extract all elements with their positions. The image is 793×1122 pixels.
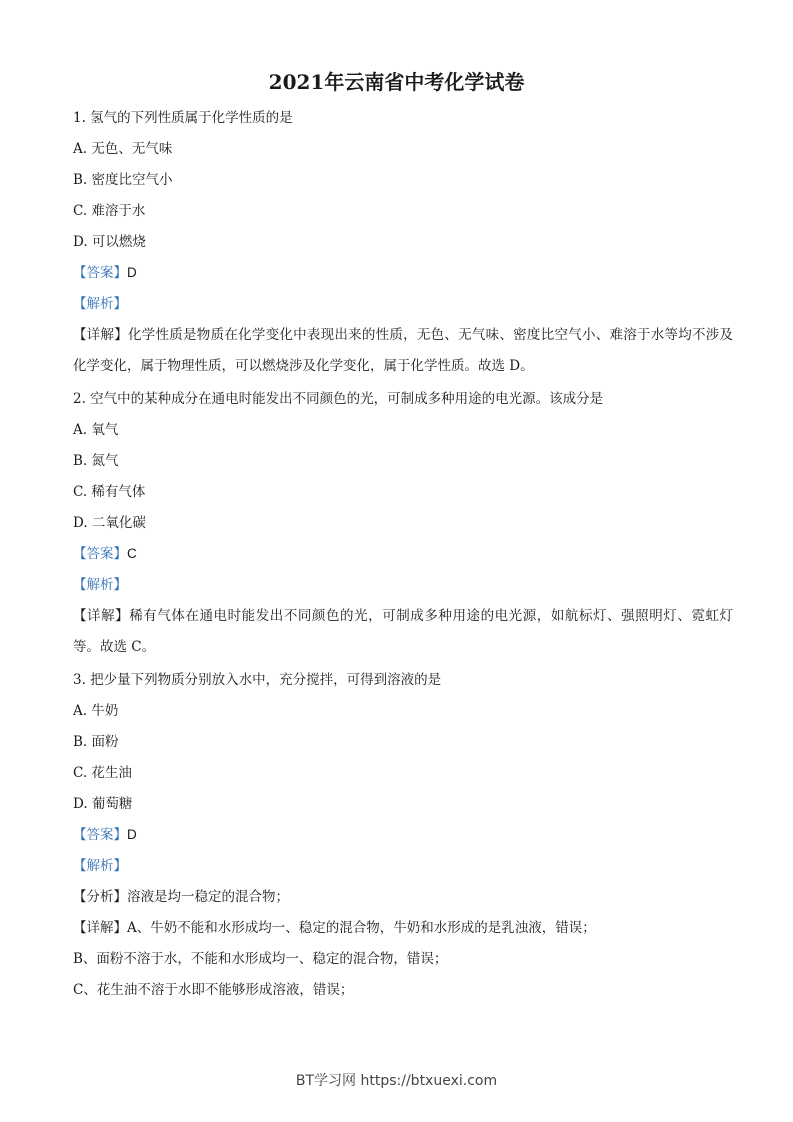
- question-1-option-c: C. 难溶于水: [73, 203, 146, 219]
- question-2-stem: 2. 空气中的某种成分在通电时能发出不同颜色的光，可制成多种用途的电光源。该成分是: [73, 391, 604, 407]
- question-1-analysis-tag: 【解析】: [73, 296, 127, 312]
- question-2-option-a: A. 氧气: [73, 422, 119, 438]
- fenxi-text: 溶液是均一稳定的混合物；: [127, 889, 289, 905]
- page-footer-watermark: BT学习网 https://btxuexi.com: [295, 1073, 498, 1089]
- answer-value: D: [127, 265, 137, 280]
- question-2-option-c: C. 稀有气体: [73, 484, 146, 500]
- question-2-answer: [73, 544, 733, 564]
- answer-value: C: [127, 546, 137, 561]
- detail-tag: 【详解】: [73, 920, 127, 936]
- detail-text: 化学性质是物质在化学变化中表现出来的性质，无色、无气味、密度比空气小、难溶于水等均不涉及化学变化，属于物理性质，可以燃烧涉及化学变化，属于化学性质。故选 D。: [73, 327, 734, 374]
- question-3-analysis-tag: 【解析】: [73, 858, 127, 874]
- question-3-stem: 3. 把少量下列物质分别放入水中，充分搅拌，可得到溶液的是: [73, 672, 442, 688]
- question-3-option-d: D. 葡萄糖: [73, 796, 133, 812]
- question-3-option-a: A. 牛奶: [73, 703, 119, 719]
- question-2-detail: [73, 601, 733, 663]
- question-2-option-b: B. 氮气: [73, 453, 119, 469]
- answer-tag: 【答案】: [73, 827, 127, 843]
- question-1-detail: [73, 320, 733, 382]
- question-3-detail-a: [73, 918, 733, 938]
- question-1-option-d: D. 可以燃烧: [73, 234, 146, 250]
- answer-tag: 【答案】: [73, 265, 127, 281]
- question-1-option-a: A. 无色、无气味: [73, 141, 173, 157]
- question-1-stem: 1. 氢气的下列性质属于化学性质的是: [73, 110, 293, 126]
- detail-tag: 【详解】: [73, 327, 129, 343]
- detail-tag: 【详解】: [73, 608, 130, 624]
- question-1-answer: [73, 263, 733, 283]
- question-3-answer: [73, 825, 733, 845]
- question-3-fenxi: [73, 887, 733, 907]
- fenxi-tag: 【分析】: [73, 889, 127, 905]
- question-3-option-b: B. 面粉: [73, 734, 119, 750]
- answer-tag: 【答案】: [73, 546, 127, 562]
- question-1-option-b: B. 密度比空气小: [73, 172, 173, 188]
- question-3-detail-c: C、花生油不溶于水即不能够形成溶液，错误；: [73, 982, 354, 998]
- answer-value: D: [127, 827, 137, 842]
- question-3-option-c: C. 花生油: [73, 765, 132, 781]
- page-title: 2021年云南省中考化学试卷: [268, 70, 525, 94]
- question-2-analysis-tag: 【解析】: [73, 577, 127, 593]
- detail-text: 稀有气体在通电时能发出不同颜色的光，可制成多种用途的电光源，如航标灯、强照明灯、霓虹灯等。故选 C。: [73, 608, 734, 655]
- question-3-detail-b: B、面粉不溶于水，不能和水形成均一、稳定的混合物，错误；: [73, 951, 448, 967]
- detail-text: A、牛奶不能和水形成均一、稳定的混合物，牛奶和水形成的是乳浊液，错误；: [127, 920, 596, 936]
- question-2-option-d: D. 二氧化碳: [73, 515, 146, 531]
